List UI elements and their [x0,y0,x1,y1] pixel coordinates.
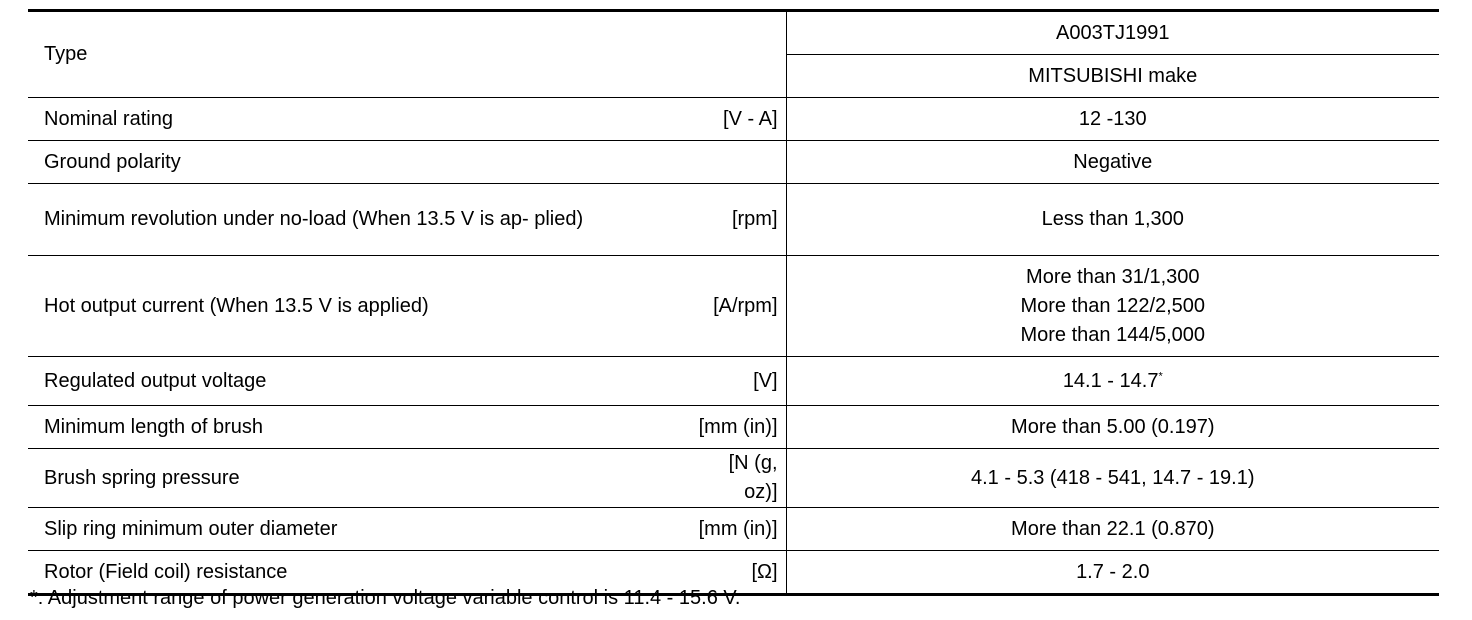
type-label: Type [28,11,786,98]
row-unit-hot-output-current: [A/rpm] [696,256,786,357]
type-make-value: MITSUBISHI make [786,55,1439,98]
row-unit-rotor-resistance: [Ω] [696,551,786,595]
table-row [28,141,1439,184]
row-unit-ground-polarity [696,141,786,184]
row-label-hot-output-current: Hot output current (When 13.5 V is applied) [28,256,696,357]
table-row [28,508,1439,551]
row-value-brush-length: More than 5.00 (0.197) [786,406,1439,449]
row-unit-minimum-revolution: [rpm] [696,184,786,256]
row-value-minimum-revolution: Less than 1,300 [786,184,1439,256]
row-label-ground-polarity: Ground polarity [28,141,696,184]
row-unit-slip-ring-diameter: [mm (in)] [696,508,786,551]
row-value-ground-polarity: Negative [786,141,1439,184]
table-row [28,256,1439,357]
table-row [28,449,1439,508]
row-value-brush-spring-pressure: 4.1 - 5.3 (418 - 541, 14.7 - 19.1) [786,449,1439,508]
table-row [28,406,1439,449]
row-value-regulated-voltage [786,357,1439,406]
value-line: More than 144/5,000 [1020,323,1206,346]
table-row [28,98,1439,141]
row-value-slip-ring-diameter: More than 22.1 (0.870) [786,508,1439,551]
row-unit-brush-spring-pressure: [N (g, oz)] [696,449,786,508]
row-label-regulated-voltage: Regulated output voltage [28,357,696,406]
row-label-minimum-revolution [28,184,696,256]
specifications-table [28,9,1439,596]
table-row [28,184,1439,256]
row-label-text: Minimum revolution under no-load (When 13.5 V is ap- plied) [44,208,584,230]
value-line: More than 122/2,500 [1020,294,1206,317]
footnote-marker: * [1158,369,1163,382]
row-value-nominal-rating: 12 -130 [786,98,1439,141]
row-label-brush-spring-pressure: Brush spring pressure [28,449,696,508]
value-line: More than 31/1,300 [1026,265,1200,288]
row-label-rotor-resistance: Rotor (Field coil) resistance [28,551,696,595]
row-value-hot-output-current [786,256,1439,357]
value-text: 14.1 - 14.7 [1062,369,1159,392]
footnote: *: Adjustment range of power generation voltage variable control is 11.4 - 15.6 V. [30,587,741,609]
row-unit-nominal-rating: [V - A] [696,98,786,141]
row-unit-regulated-voltage: [V] [696,357,786,406]
row-label-brush-length: Minimum length of brush [28,406,696,449]
row-label-slip-ring-diameter: Slip ring minimum outer diameter [28,508,696,551]
row-value-rotor-resistance: 1.7 - 2.0 [786,551,1439,595]
table-row [28,357,1439,406]
row-label-nominal-rating: Nominal rating [28,98,696,141]
table-row-type-1 [28,11,1439,55]
row-unit-brush-length: [mm (in)] [696,406,786,449]
type-model-value: A003TJ1991 [786,11,1439,55]
